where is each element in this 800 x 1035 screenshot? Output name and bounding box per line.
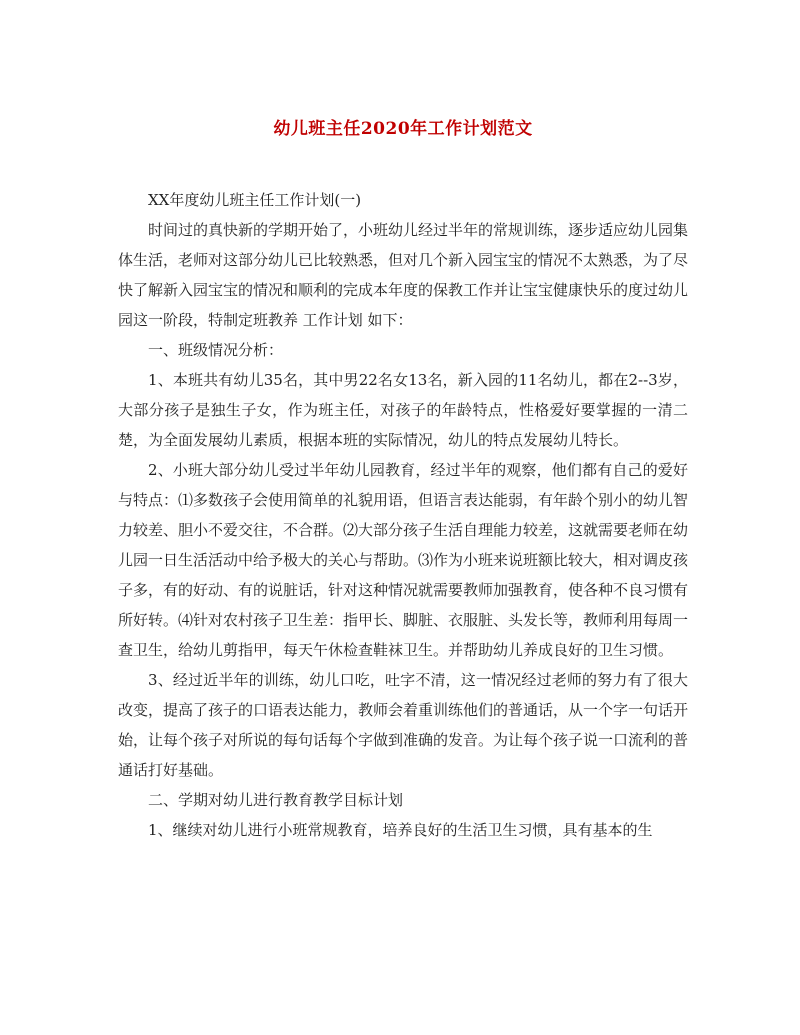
paragraph-item-3: 3、经过近半年的训练，幼儿口吃，吐字不清，这一情况经过老师的努力有了很大改变，提高了孩子的口语表达能力，教师会着重训练他们的普通话，从一个字一句话开始，让每个孩子对所说的每句话每个字做到准确的发音。为让每个孩子说一口流利的普通话打好基础。 (118, 671, 689, 779)
section-heading-plan: XX年度幼儿班主任工作计划(一) (148, 191, 362, 209)
section-heading-class-analysis: 一、班级情况分析： (148, 341, 284, 359)
intro-paragraph: 时间过的真快新的学期开始了，小班幼儿经过半年的常规训练，逐步适应幼儿园集体生活，老师对这部分幼儿已比较熟悉，但对几个新入园宝宝的情况不太熟悉，为了尽快了解新入园宝宝的情况和顺利的完成本年度的保教工作并让宝宝健康快乐的度过幼儿园这一阶段，特制定班教养 工作计划 如下： (118, 221, 689, 329)
paragraph-goal-1: 1、继续对幼儿进行小班常规教育，培养良好的生活卫生习惯，具有基本的生 (148, 821, 653, 839)
document-title: 幼儿班主任2020年工作计划范文 (273, 119, 533, 139)
section-heading-teaching-goals: 二、学期对幼儿进行教育教学目标计划 (148, 791, 404, 809)
paragraph-item-1: 1、本班共有幼儿35名，其中男22名女13名，新入园的11名幼儿，都在2--3岁，大部分孩子是独生子女，作为班主任，对孩子的年龄特点，性格爱好要掌握的一清二楚，为全面发展幼儿素质，根据本班的实际情况，幼儿的特点发展幼儿特长。 (118, 371, 688, 449)
paragraph-item-2: 2、小班大部分幼儿受过半年幼儿园教育，经过半年的观察，他们都有自己的爱好与特点：⑴多数孩子会使用简单的礼貌用语，但语言表达能弱，有年龄个别小的幼儿智力较差、胆小不爱交往，不合群。⑵大部分孩子生活自理能力较差，这就需要老师在幼儿园一日生活活动中给予极大的关心与帮助。⑶作为小班来说班额比较大，相对调皮孩子多，有的好动、有的说脏话，针对这种情况就需要教师加强教育，使各种不良习惯有所好转。⑷针对农村孩子卫生差：指甲长、脚脏、衣服脏、头发长等，教师利用每周一查卫生，给幼儿剪指甲，每天午休检查鞋袜卫生。并帮助幼儿养成良好的卫生习惯。 (118, 461, 689, 659)
